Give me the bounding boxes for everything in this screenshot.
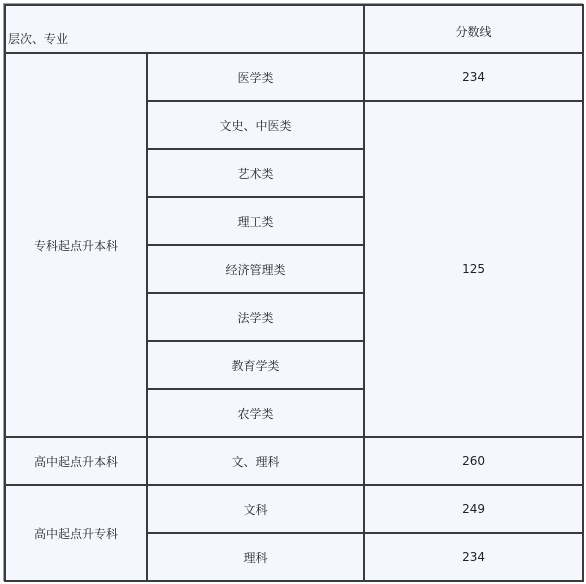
- header-score-line: 分数线: [364, 5, 583, 53]
- score-cell: 234: [364, 53, 583, 101]
- score-table-container: [3, 3, 583, 581]
- table-row: [5, 437, 583, 485]
- major-cell: 理科: [147, 533, 364, 581]
- major-cell: 理工类: [147, 197, 364, 245]
- table-row: [5, 485, 583, 533]
- major-cell: 文科: [147, 485, 364, 533]
- level-cell: 专科起点升本科: [5, 53, 147, 437]
- score-cell: 234: [364, 533, 583, 581]
- table-row: [5, 53, 583, 101]
- table-header-row: [5, 5, 583, 53]
- score-cell: 125: [364, 101, 583, 437]
- major-cell: 医学类: [147, 53, 364, 101]
- major-cell: 法学类: [147, 293, 364, 341]
- major-cell: 农学类: [147, 389, 364, 437]
- score-cell: 249: [364, 485, 583, 533]
- score-table: [4, 4, 584, 582]
- level-cell: 高中起点升本科: [5, 437, 147, 485]
- header-level-major: 层次、专业: [5, 5, 364, 53]
- major-cell: 文、理科: [147, 437, 364, 485]
- major-cell: 艺术类: [147, 149, 364, 197]
- major-cell: 教育学类: [147, 341, 364, 389]
- major-cell: 文史、中医类: [147, 101, 364, 149]
- score-cell: 260: [364, 437, 583, 485]
- level-cell: 高中起点升专科: [5, 485, 147, 581]
- major-cell: 经济管理类: [147, 245, 364, 293]
